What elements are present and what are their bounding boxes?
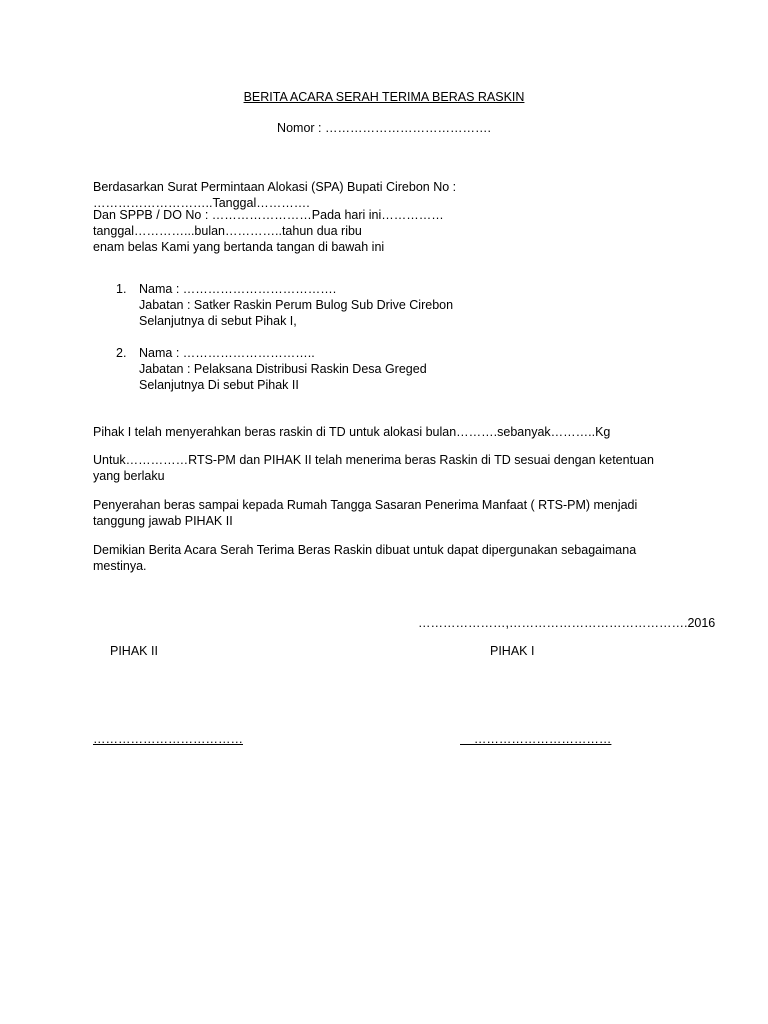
paragraph-line: Penyerahan beras sampai kepada Rumah Tangga Sasaran Penerima Manfaat ( RTS-PM) menjadi	[93, 498, 638, 512]
paragraph-line: Dan SPPB / DO No : ……………………Pada hari ini……………tanggal…………...bulan…………..tahun dua ribu	[93, 208, 444, 238]
list-nama: Nama : ……………………………….	[139, 282, 337, 296]
paragraph-untuk	[93, 452, 663, 484]
paragraph-tanggung-jawab	[93, 497, 663, 529]
signature-line-pihak-2: ………………………………	[93, 732, 243, 746]
list-number: 1.	[116, 282, 127, 296]
list-jabatan: Jabatan : Pelaksana Distribusi Raskin Desa Greged	[139, 362, 427, 376]
list-jabatan: Jabatan : Satker Raskin Perum Bulog Sub Drive Cirebon	[139, 298, 454, 312]
list-selanjutnya: Selanjutnya Di sebut Pihak II	[139, 378, 299, 392]
list-nama: Nama : …………………………..	[139, 346, 315, 360]
document-number: Nomor : ………………………………….	[277, 121, 491, 135]
paragraph-line: enam belas Kami yang bertanda tangan di bawah ini	[93, 240, 385, 254]
paragraph-line: Untuk……………RTS-PM dan PIHAK II telah menerima beras Raskin di TD sesuai dengan ketentuan	[93, 453, 654, 467]
pihak-2-label: PIHAK II	[110, 644, 158, 658]
paragraph-line: tanggung jawab PIHAK II	[93, 514, 233, 528]
paragraph-line: Berdasarkan Surat Permintaan Alokasi (SPA) Bupati Cirebon No : ………………………..Tanggal………….	[93, 180, 457, 210]
place-date-line: …………………,…………………………………….2016	[418, 616, 716, 630]
paragraph-line: Demikian Berita Acara Serah Terima Beras Raskin dibuat untuk dapat dipergunakan sebagaimana	[93, 543, 637, 557]
list-selanjutnya: Selanjutnya di sebut Pihak I,	[139, 314, 297, 328]
paragraph-line: mestinya.	[93, 559, 147, 573]
document-title: BERITA ACARA SERAH TERIMA BERAS RASKIN	[243, 90, 525, 104]
paragraph-demikian	[93, 542, 663, 574]
pihak-1-label: PIHAK I	[490, 644, 535, 658]
paragraph-line: Pihak I telah menyerahkan beras raskin di TD untuk alokasi bulan……….sebanyak………..Kg	[93, 425, 611, 439]
paragraph-line: yang berlaku	[93, 469, 165, 483]
paragraph-sppb	[93, 207, 663, 255]
signature-line-pihak-1: ……………………………	[460, 732, 612, 746]
list-number: 2.	[116, 346, 127, 360]
paragraph-penyerahan-alokasi	[93, 424, 663, 440]
